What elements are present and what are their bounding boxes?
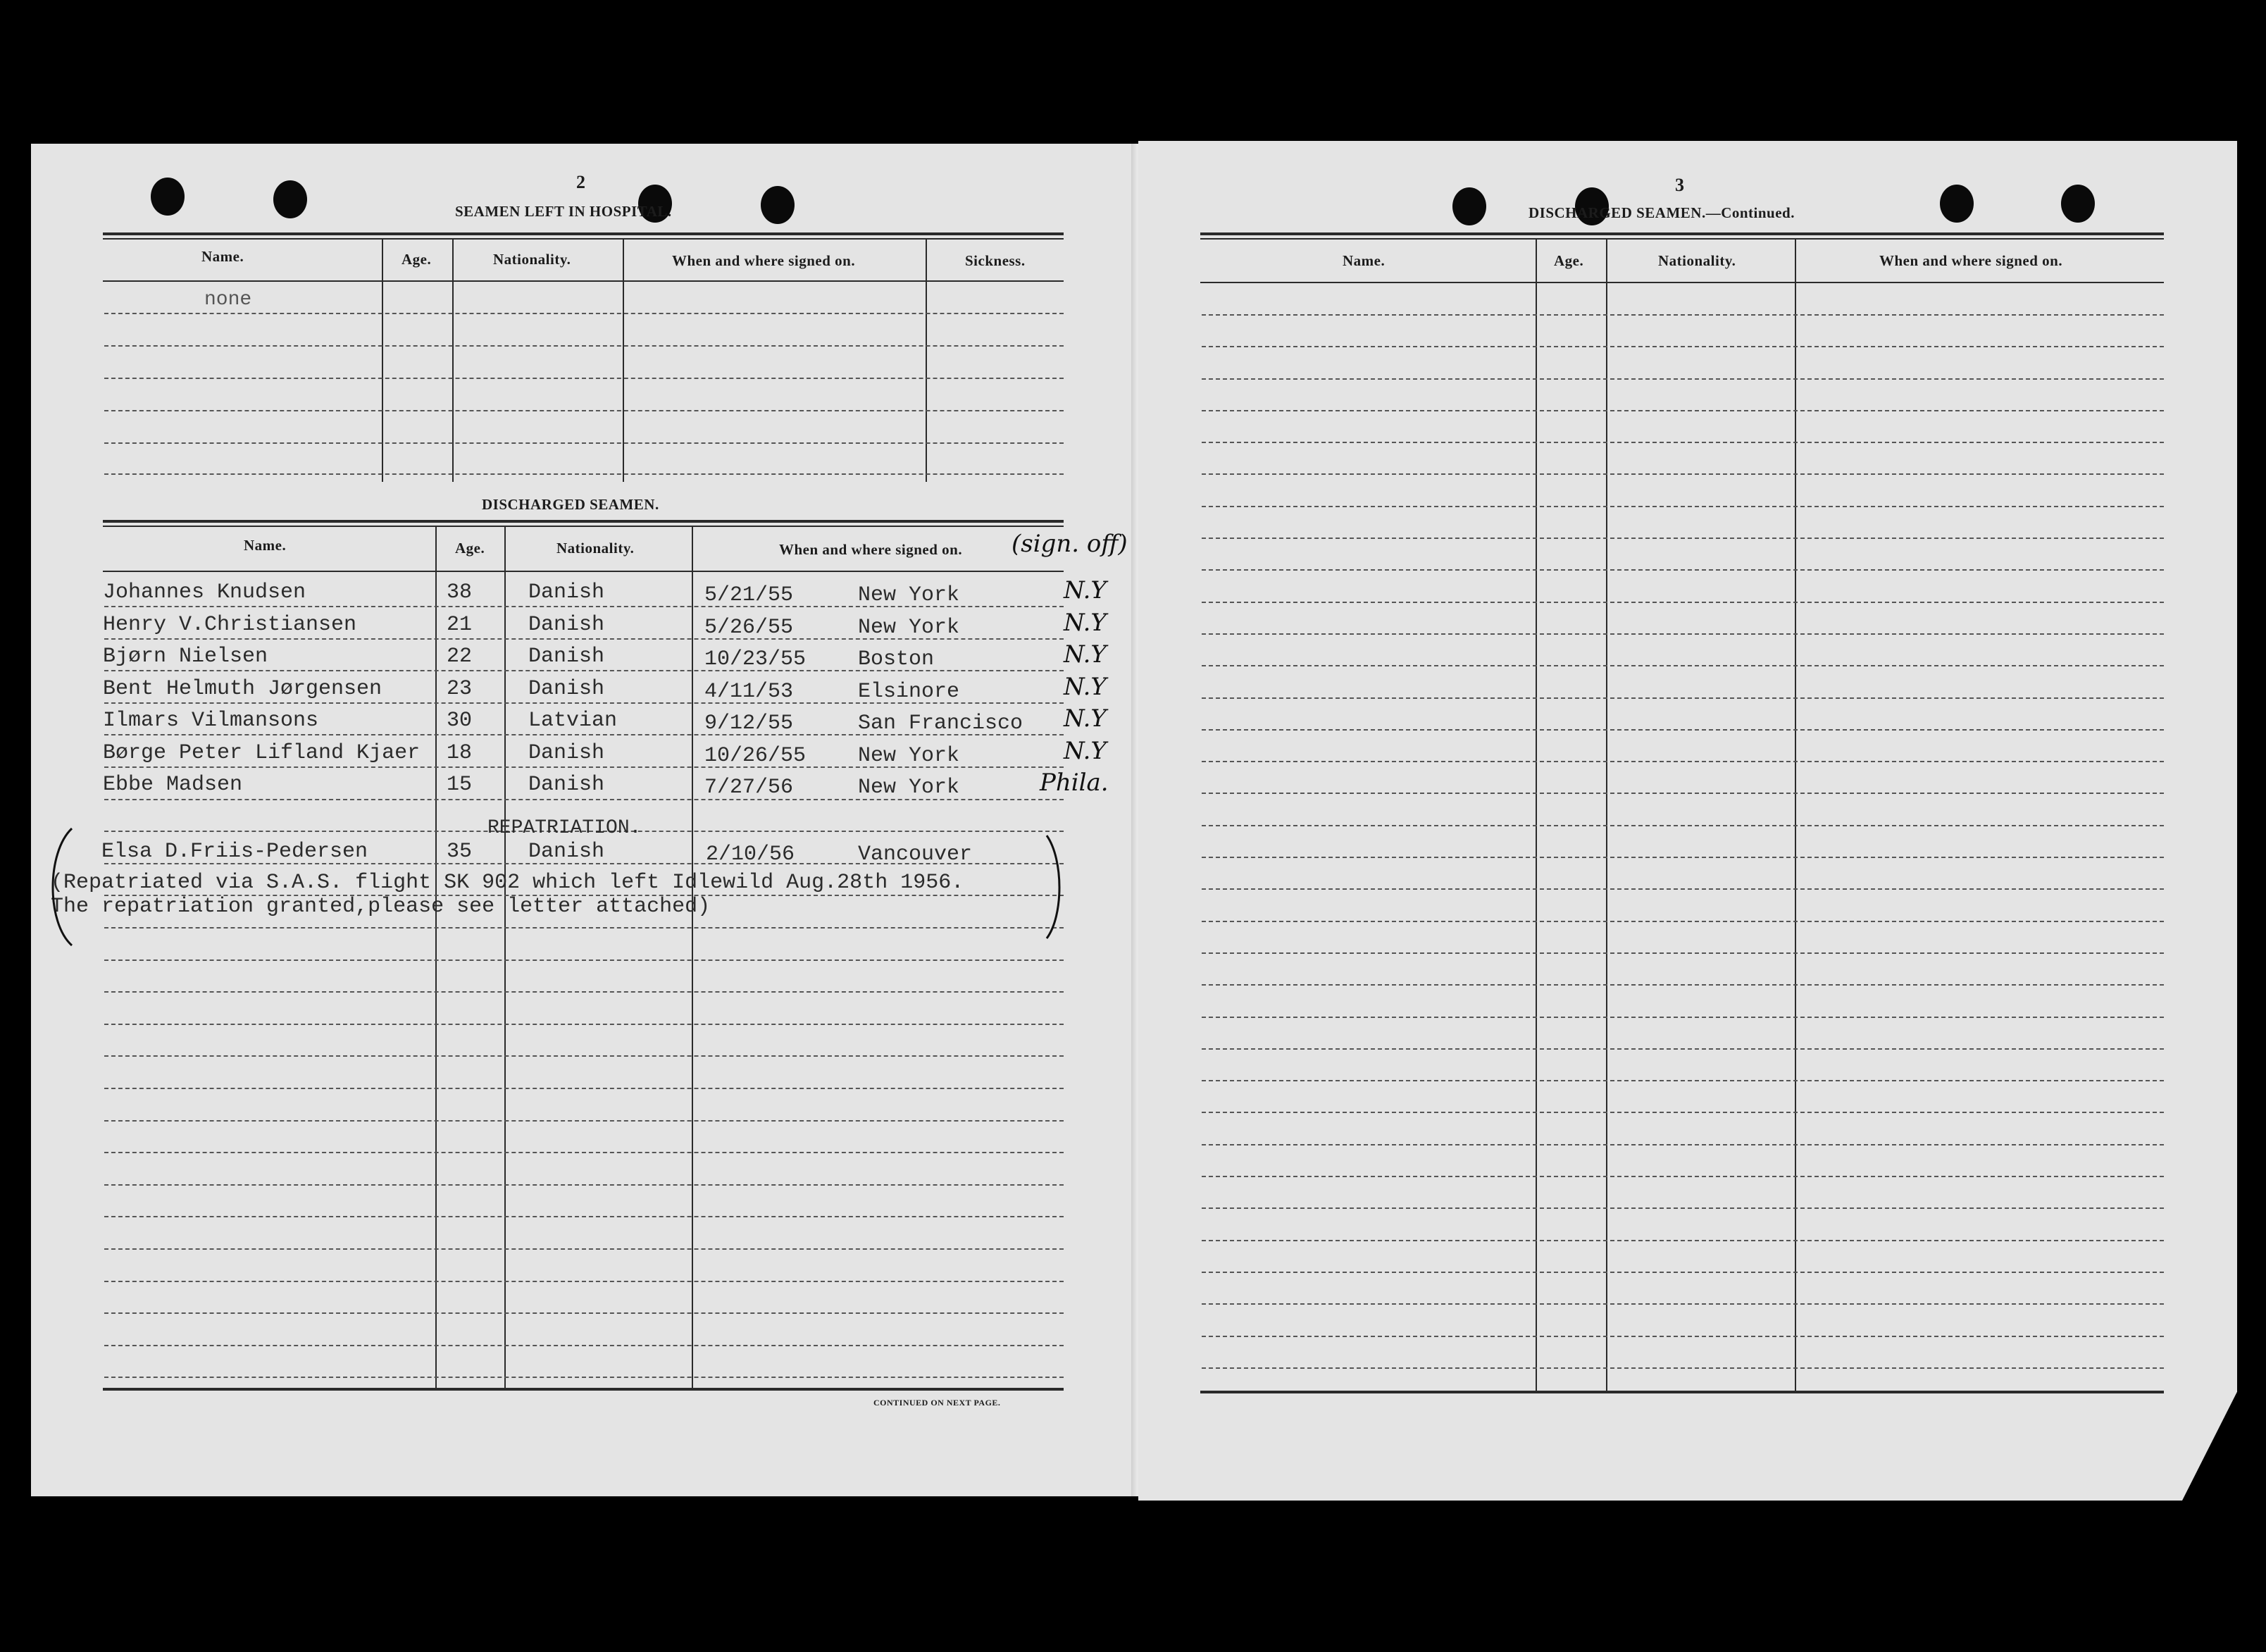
repatriation-name: Elsa D.Friis-Pedersen xyxy=(101,840,368,864)
entry-line xyxy=(1202,729,2164,731)
rule xyxy=(103,571,1064,572)
column-divider xyxy=(435,527,437,1388)
col-header-age: Age. xyxy=(401,251,432,268)
entry-line xyxy=(104,959,1064,961)
repatriation-place: Vancouver xyxy=(858,843,973,867)
entry-line xyxy=(104,410,1064,411)
entry-line xyxy=(104,1312,1064,1314)
entry-line xyxy=(104,1055,1064,1057)
row-date: 10/23/55 xyxy=(704,647,807,671)
entry-line xyxy=(1202,1207,2164,1209)
punch-hole xyxy=(1940,185,1974,223)
row-name: Bent Helmuth Jørgensen xyxy=(103,676,382,701)
entry-line xyxy=(1202,442,2164,443)
entry-line xyxy=(1202,1272,2164,1273)
row-date: 7/27/56 xyxy=(704,776,794,800)
entry-line xyxy=(104,927,1064,929)
entry-line xyxy=(104,1184,1064,1186)
punch-hole xyxy=(761,186,795,224)
discharged-continued-title: DISCHARGED SEAMEN.—Continued. xyxy=(1529,204,1795,221)
row-date: 5/26/55 xyxy=(704,615,794,640)
col-header-signed-on: When and where signed on. xyxy=(672,252,856,269)
col-header-sickness: Sickness. xyxy=(965,252,1026,269)
entry-line xyxy=(104,799,1064,800)
row-name: Henry V.Christiansen xyxy=(103,612,357,637)
column-divider xyxy=(382,240,383,482)
row-nationality: Danish xyxy=(528,612,605,637)
column-divider xyxy=(692,527,693,1388)
rule xyxy=(1200,232,2164,235)
punch-hole xyxy=(273,180,307,218)
repatriation-date: 2/10/56 xyxy=(706,843,795,867)
entry-line xyxy=(1202,761,2164,762)
entry-line xyxy=(104,638,1064,640)
row-signed-off: N.Y xyxy=(1064,576,1107,604)
rule xyxy=(103,232,1064,235)
entry-line xyxy=(104,1152,1064,1153)
entry-line xyxy=(104,606,1064,607)
entry-line xyxy=(104,1088,1064,1089)
entry-line xyxy=(1202,602,2164,603)
column-divider xyxy=(504,527,506,1388)
row-signed-off: N.Y xyxy=(1064,640,1107,669)
punch-hole xyxy=(2061,185,2095,223)
row-date: 4/11/53 xyxy=(704,679,794,704)
punch-hole xyxy=(1452,187,1486,225)
entry-line xyxy=(104,473,1064,475)
row-place: San Francisco xyxy=(858,712,1023,735)
row-date: 5/21/55 xyxy=(704,583,794,607)
entry-line xyxy=(1202,1336,2164,1337)
entry-line xyxy=(1202,952,2164,954)
row-age: 23 xyxy=(447,676,473,701)
entry-line xyxy=(1202,793,2164,794)
repatriation-age: 35 xyxy=(447,840,473,864)
row-name: Ilmars Vilmansons xyxy=(103,709,319,733)
entry-line xyxy=(1202,1367,2164,1369)
entry-line xyxy=(1202,1144,2164,1145)
repatriation-nationality: Danish xyxy=(528,840,605,864)
col-header-name: Name. xyxy=(244,537,287,554)
row-age: 21 xyxy=(447,612,473,637)
entry-line xyxy=(1202,857,2164,858)
col-header-nationality: Nationality. xyxy=(1658,252,1736,269)
column-divider xyxy=(1606,240,1607,1392)
rule xyxy=(1200,1391,2164,1393)
entry-line xyxy=(1202,984,2164,986)
left-bracket xyxy=(39,824,82,951)
entry-line xyxy=(104,1281,1064,1282)
col-header-name: Name. xyxy=(1343,252,1386,269)
row-signed-off: N.Y xyxy=(1064,672,1107,701)
row-nationality: Danish xyxy=(528,580,605,604)
signoff-note: (sign. off) xyxy=(1011,530,1128,558)
entry-line xyxy=(1202,473,2164,475)
rule xyxy=(1200,238,2164,240)
entry-line xyxy=(1202,569,2164,571)
entry-line xyxy=(1202,921,2164,922)
page-number: 2 xyxy=(576,172,585,192)
entry-line xyxy=(104,734,1064,735)
row-place: New York xyxy=(858,583,960,607)
col-header-nationality: Nationality. xyxy=(556,540,635,557)
row-place: Boston xyxy=(858,647,935,671)
col-header-signed-on: When and where signed on. xyxy=(1879,252,2063,269)
row-nationality: Danish xyxy=(528,676,605,701)
row-age: 38 xyxy=(447,580,473,604)
row-age: 22 xyxy=(447,645,473,669)
entry-line xyxy=(104,378,1064,379)
rule xyxy=(1200,282,2164,283)
rule xyxy=(103,1388,1064,1391)
entry-line xyxy=(1202,346,2164,347)
entry-line xyxy=(1202,665,2164,666)
entry-line xyxy=(104,313,1064,314)
col-header-name: Name. xyxy=(201,248,244,265)
column-divider xyxy=(1795,240,1796,1392)
col-header-signed-on: When and where signed on. xyxy=(779,541,963,558)
row-date: 10/26/55 xyxy=(704,743,807,768)
hospital-entry: none xyxy=(204,289,252,311)
row-name: Børge Peter Lifland Kjaer xyxy=(103,740,421,765)
row-place: New York xyxy=(858,743,960,768)
entry-line xyxy=(1202,1048,2164,1050)
entry-line xyxy=(1202,1303,2164,1305)
entry-line xyxy=(1202,1017,2164,1018)
column-divider xyxy=(926,240,927,482)
right-page xyxy=(1138,141,2237,1501)
right-bracket xyxy=(1042,831,1071,944)
entry-line xyxy=(1202,410,2164,411)
col-header-age: Age. xyxy=(1554,252,1584,269)
row-nationality: Latvian xyxy=(528,709,618,733)
entry-line xyxy=(1202,1080,2164,1081)
entry-line xyxy=(104,442,1064,444)
entry-line xyxy=(1202,1112,2164,1113)
row-signed-off: N.Y xyxy=(1064,608,1107,637)
entry-line xyxy=(104,1345,1064,1346)
row-place: Elsinore xyxy=(858,679,960,704)
entry-line xyxy=(1202,506,2164,507)
row-place: New York xyxy=(858,615,960,640)
row-signed-off: Phila. xyxy=(1040,769,1109,797)
row-date: 9/12/55 xyxy=(704,712,794,735)
row-signed-off: N.Y xyxy=(1064,704,1107,733)
row-nationality: Danish xyxy=(528,740,605,765)
entry-line xyxy=(104,1216,1064,1217)
entry-line xyxy=(104,1377,1064,1378)
entry-line xyxy=(104,1248,1064,1250)
entry-line xyxy=(104,1120,1064,1122)
entry-line xyxy=(1202,314,2164,316)
entry-line xyxy=(104,670,1064,671)
repatriation-note-line2: The repatriation granted,please see letter attached) xyxy=(51,895,711,919)
col-header-nationality: Nationality. xyxy=(493,251,571,268)
entry-line xyxy=(104,702,1064,704)
entry-line xyxy=(1202,538,2164,539)
entry-line xyxy=(104,345,1064,347)
column-divider xyxy=(1536,240,1537,1392)
row-name: Ebbe Madsen xyxy=(103,773,243,797)
entry-line xyxy=(1202,697,2164,699)
entry-line xyxy=(104,1024,1064,1025)
entry-line xyxy=(104,991,1064,993)
rule xyxy=(103,520,1064,523)
hospital-title: SEAMEN LEFT IN HOSPITAL. xyxy=(455,203,672,220)
entry-line xyxy=(1202,825,2164,826)
page-number: 3 xyxy=(1675,175,1684,195)
row-nationality: Danish xyxy=(528,773,605,797)
repatriation-title: REPATRIATION. xyxy=(487,817,642,839)
column-divider xyxy=(623,240,624,482)
entry-line xyxy=(1202,378,2164,380)
rule xyxy=(103,238,1064,240)
row-name: Bjørn Nielsen xyxy=(103,645,268,669)
discharged-title: DISCHARGED SEAMEN. xyxy=(482,496,659,513)
row-place: New York xyxy=(858,776,960,800)
entry-line xyxy=(1202,888,2164,890)
rule xyxy=(103,526,1064,527)
entry-line xyxy=(1202,633,2164,635)
row-name: Johannes Knudsen xyxy=(103,580,306,604)
col-header-age: Age. xyxy=(455,540,485,557)
row-signed-off: N.Y xyxy=(1064,736,1107,765)
rule xyxy=(103,280,1064,282)
repatriation-note-line1: (Repatriated via S.A.S. flight SK 902 which left Idlewild Aug.28th 1956. xyxy=(51,871,964,895)
row-age: 30 xyxy=(447,709,473,733)
row-age: 18 xyxy=(447,740,473,765)
punch-hole xyxy=(151,178,185,216)
row-nationality: Danish xyxy=(528,645,605,669)
entry-line xyxy=(1202,1176,2164,1177)
entry-line xyxy=(104,766,1064,768)
continued-footer: CONTINUED ON NEXT PAGE. xyxy=(873,1398,1001,1408)
row-age: 15 xyxy=(447,773,473,797)
column-divider xyxy=(452,240,454,482)
entry-line xyxy=(1202,1240,2164,1241)
